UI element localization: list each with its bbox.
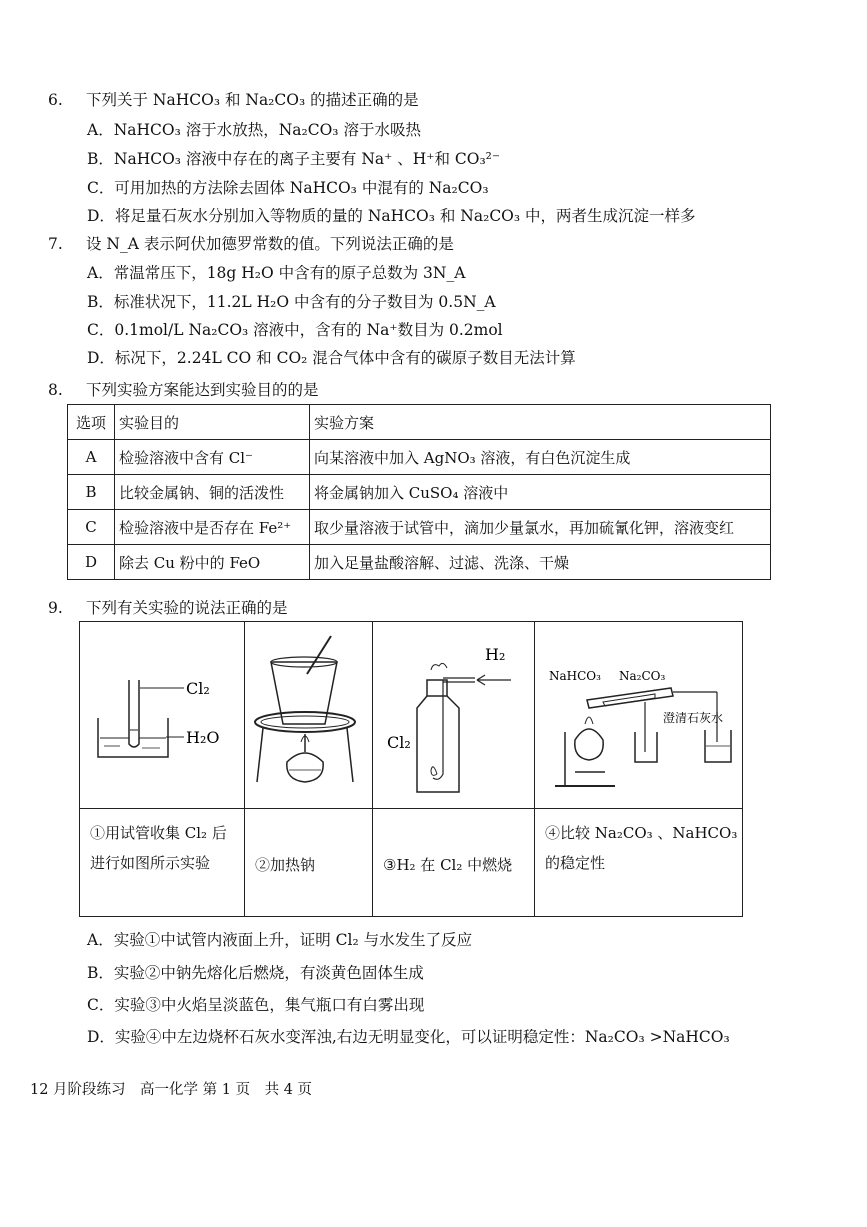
- caption-3: ③H₂ 在 Cl₂ 中燃烧: [383, 856, 513, 874]
- table-row: [68, 440, 771, 475]
- question-7-option-d: D．标况下，2.24L CO 和 CO₂ 混合气体中含有的碳原子数目无法计算: [87, 349, 576, 367]
- question-9-option-a: A．实验①中试管内液面上升，证明 Cl₂ 与水发生了反应: [87, 931, 473, 949]
- heating-sodium-diagram: [245, 622, 371, 808]
- table-row: [68, 510, 771, 545]
- table-cell: B: [68, 475, 115, 510]
- table-cell: D: [68, 545, 115, 580]
- question-9-number: 9.: [48, 599, 63, 617]
- question-6-text: 下列关于 NaHCO₃ 和 Na₂CO₃ 的描述正确的是: [86, 91, 419, 109]
- question-7-option-b: B．标准状况下，11.2L H₂O 中含有的分子数目为 0.5N_A: [87, 293, 496, 311]
- experiment-figure-grid: [79, 621, 743, 917]
- question-7-number: 7.: [48, 235, 63, 253]
- question-6-number: 6.: [48, 91, 63, 109]
- figure-cell-1: [80, 622, 245, 916]
- table-header: 实验方案: [310, 405, 771, 440]
- table-cell: 将金属钠加入 CuSO₄ 溶液中: [310, 475, 771, 510]
- table-cell: 检验溶液中是否存在 Fe²⁺: [115, 510, 310, 545]
- table-cell: 比较金属钠、铜的活泼性: [115, 475, 310, 510]
- table-cell: C: [68, 510, 115, 545]
- question-6-option-a: A．NaHCO₃ 溶于水放热，Na₂CO₃ 溶于水吸热: [87, 121, 421, 139]
- caption-2: ②加热钠: [255, 856, 316, 874]
- caption-1: ①用试管收集 Cl₂ 后进行如图所示实验: [90, 824, 227, 872]
- question-7-option-a: A．常温常压下，18g H₂O 中含有的原子总数为 3N_A: [87, 264, 466, 282]
- experiment-table: [67, 404, 771, 580]
- question-8-number: 8.: [48, 381, 63, 399]
- label-na2co3: Na₂CO₃: [619, 669, 666, 683]
- table-header: 实验目的: [115, 405, 310, 440]
- question-9-option-d: D．实验④中左边烧杯石灰水变浑浊,右边无明显变化，可以证明稳定性：Na₂CO₃ >NaHCO₃: [87, 1028, 730, 1046]
- question-9-option-c: C．实验③中火焰呈淡蓝色，集气瓶口有白雾出现: [87, 996, 425, 1014]
- question-6-option-d: D．将足量石灰水分别加入等物质的量的 NaHCO₃ 和 Na₂CO₃ 中，两者生成沉淀一样多: [87, 207, 696, 225]
- question-6-option-b: B．NaHCO₃ 溶液中存在的离子主要有 Na⁺ 、H⁺和 CO₃²⁻: [87, 150, 501, 168]
- figure-cell-3: [373, 622, 535, 916]
- question-9-stem: [48, 596, 288, 618]
- page-footer: 12 月阶段练习 高一化学 第 1 页 共 4 页: [30, 1082, 313, 1098]
- figure-cell-2: [245, 622, 373, 916]
- label-cl2: Cl₂: [186, 679, 210, 698]
- question-9-option-b: B．实验②中钠先熔化后燃烧，有淡黄色固体生成: [87, 964, 424, 982]
- label-nahco3: NaHCO₃: [549, 669, 601, 683]
- figure-cell-4: [535, 622, 741, 916]
- question-8-text: 下列实验方案能达到实验目的的是: [86, 381, 319, 399]
- test-tube-water-diagram: [80, 622, 243, 808]
- question-6-option-c: C．可用加热的方法除去固体 NaHCO₃ 中混有的 Na₂CO₃: [87, 179, 489, 197]
- table-header: 选项: [68, 405, 115, 440]
- thermal-stability-diagram: [535, 622, 741, 808]
- question-7-option-c: C．0.1mol/L Na₂CO₃ 溶液中，含有的 Na⁺数目为 0.2mol: [87, 321, 503, 339]
- question-8-stem: [48, 378, 319, 400]
- label-limewater: 澄清石灰水: [663, 711, 724, 725]
- table-cell: 检验溶液中含有 Cl⁻: [115, 440, 310, 475]
- table-cell: 加入足量盐酸溶解、过滤、洗涤、干燥: [310, 545, 771, 580]
- label-h2: H₂: [485, 645, 506, 664]
- label-cl2-bottle: Cl₂: [387, 733, 411, 752]
- table-row: [68, 545, 771, 580]
- table-header-row: [68, 405, 771, 440]
- table-row: [68, 475, 771, 510]
- hydrogen-burning-diagram: [373, 622, 533, 808]
- caption-4: ④比较 Na₂CO₃ 、NaHCO₃ 的稳定性: [545, 824, 738, 872]
- question-7-stem: [48, 232, 454, 254]
- table-cell: 取少量溶液于试管中，滴加少量氯水，再加硫氰化钾，溶液变红: [310, 510, 771, 545]
- table-cell: 向某溶液中加入 AgNO₃ 溶液，有白色沉淀生成: [310, 440, 771, 475]
- label-h2o: H₂O: [186, 728, 220, 747]
- question-9-text: 下列有关实验的说法正确的是: [86, 599, 288, 617]
- table-cell: 除去 Cu 粉中的 FeO: [115, 545, 310, 580]
- question-7-text: 设 N_A 表示阿伏加德罗常数的值。下列说法正确的是: [86, 235, 454, 253]
- table-cell: A: [68, 440, 115, 475]
- question-6-stem: [48, 88, 419, 110]
